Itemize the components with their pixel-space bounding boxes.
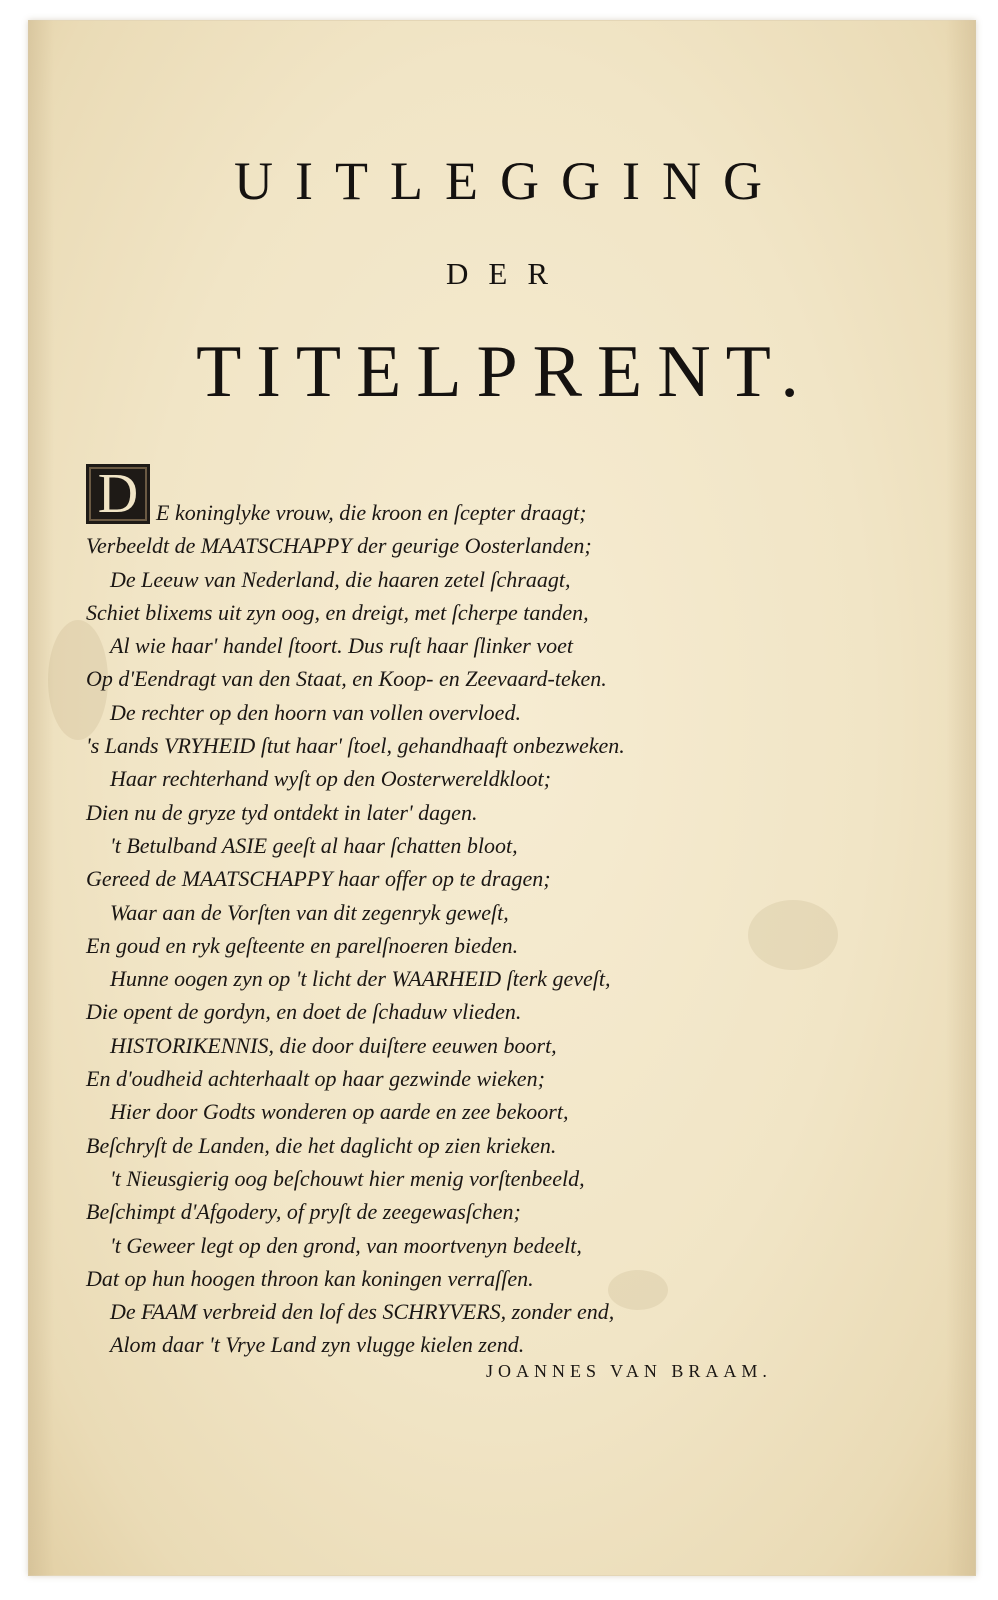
poem-line: En goud en ryk geſteente en parelſnoeren bieden. xyxy=(86,932,519,958)
poem-line: 't Betulband ASIE geeſt al haar ſchatten bloot, xyxy=(110,832,518,858)
title-line-1: UITLEGGING xyxy=(234,151,784,211)
poem-line: Dat op hun hoogen throon kan koningen verraſſen. xyxy=(86,1265,534,1291)
poem-line: E koninglyke vrouw, die kroon en ſcepter draagt; xyxy=(156,500,587,525)
poem-line: Haar rechterhand wyſt op den Oosterwereldkloot; xyxy=(110,766,551,792)
title-line-2: DER xyxy=(446,256,568,291)
poem-line: HISTORIKENNIS, die door duiſtere eeuwen boort, xyxy=(110,1032,557,1058)
poem-line: Al wie haar' handel ſtoort. Dus ruſt haar ſlinker voet xyxy=(110,633,574,659)
poem-line: Waar aan de Vorſten van dit zegenryk geweſt, xyxy=(110,899,509,925)
poem-line: 't Geweer legt op den grond, van moortvenyn bedeelt, xyxy=(110,1232,582,1258)
poem-body xyxy=(86,496,886,1362)
poem-line: Alom daar 't Vrye Land zyn vlugge kielen zend. xyxy=(110,1332,525,1358)
poem-line: Beſchryſt de Landen, die het daglicht op zien krieken. xyxy=(86,1132,557,1158)
poem-line: Beſchimpt d'Afgodery, of pryſt de zeegewasſchen; xyxy=(86,1199,521,1225)
poem-line: 't Nieusgierig oog beſchouwt hier menig vorſtenbeeld, xyxy=(110,1165,585,1191)
poem-line: De Leeuw van Nederland, die haaren zetel ſchraagt, xyxy=(110,566,571,592)
poem-line: Op d'Eendragt van den Staat, en Koop- en Zeevaard-teken. xyxy=(86,666,607,692)
poem-line: Dien nu de gryze tyd ontdekt in later' dagen. xyxy=(86,799,478,825)
title-line-3: TITELPRENT. xyxy=(196,331,814,413)
signature: JOANNES VAN BRAAM. xyxy=(486,1361,772,1381)
drop-cap: D xyxy=(86,464,150,524)
poem-line: Die opent de gordyn, en doet de ſchaduw vlieden. xyxy=(86,999,522,1025)
poem-line: Schiet blixems uit zyn oog, en dreigt, met ſcherpe tanden, xyxy=(86,599,589,625)
poem-line: De rechter op den hoorn van vollen overvloed. xyxy=(110,699,521,725)
poem-line: Gereed de MAATSCHAPPY haar offer op te dragen; xyxy=(86,866,551,892)
poem-line: Hier door Godts wonderen op aarde en zee bekoort, xyxy=(110,1099,569,1125)
poem-line: Hunne oogen zyn op 't licht der WAARHEID ſterk geveſt, xyxy=(110,966,611,992)
poem-line: 's Lands VRYHEID ſtut haar' ſtoel, gehandhaaft onbezweken. xyxy=(86,733,625,759)
poem-line: En d'oudheid achterhaalt op haar gezwinde wieken; xyxy=(86,1066,545,1092)
poem-line: Verbeeldt de MAATSCHAPPY der geurige Oosterlanden; xyxy=(86,533,592,559)
poem-line: De FAAM verbreid den lof des SCHRYVERS, zonder end, xyxy=(110,1299,615,1325)
